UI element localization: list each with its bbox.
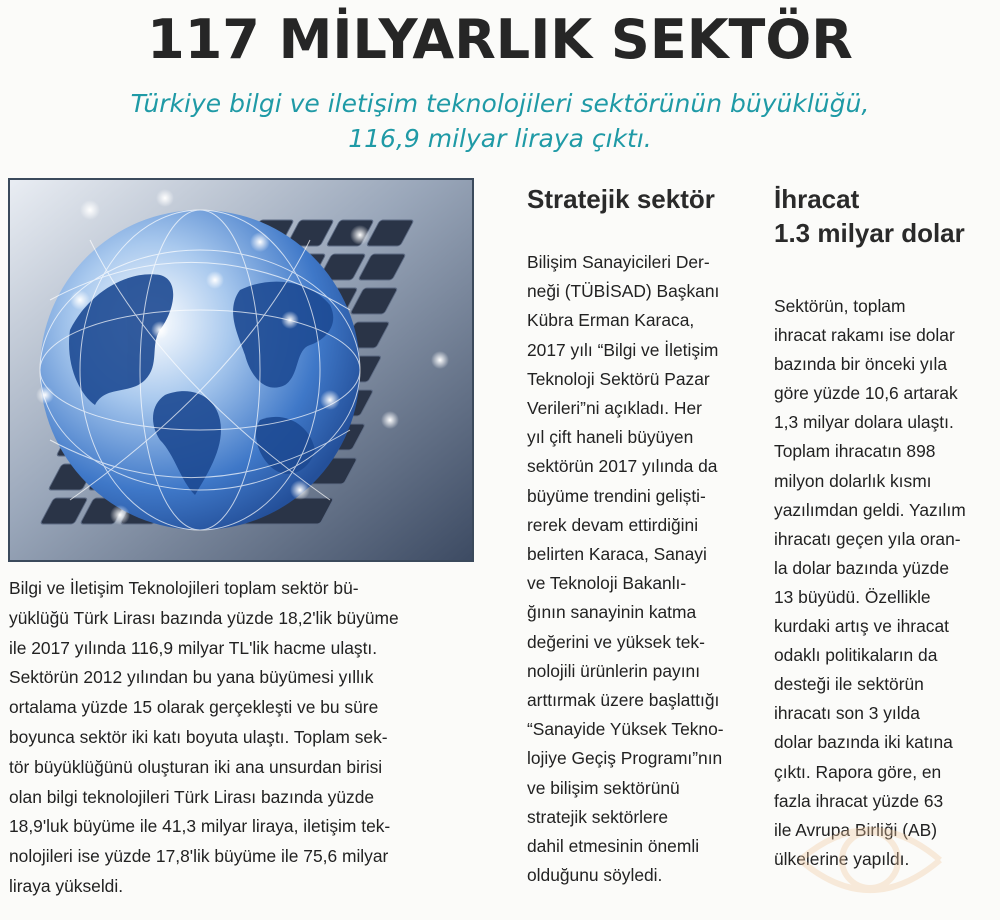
export-column bbox=[774, 292, 996, 874]
text-line: desteği ile sektörün bbox=[774, 674, 924, 695]
text-line: Teknoloji Sektörü Pazar bbox=[527, 368, 710, 389]
text-line: bazında bir önceki yıla bbox=[774, 354, 948, 375]
text-line: ülkelerine yapıldı. bbox=[774, 848, 910, 869]
text-line: Sektörün, toplam bbox=[774, 296, 906, 316]
text-line: belirten Karaca, Sanayi bbox=[527, 544, 707, 565]
text-line: nolojili ürünlerin payını bbox=[527, 660, 701, 681]
text-line: 13 büyüdü. Özellikle bbox=[774, 586, 931, 607]
strategic-sector-column bbox=[527, 248, 757, 890]
text-line: ve bilişim sektörünü bbox=[527, 777, 680, 798]
text-line: olan bilgi teknolojileri Türk Lirası bazında yüzde bbox=[9, 786, 375, 807]
headline: 117 MİLYARLIK SEKTÖR bbox=[147, 8, 853, 71]
text-line: dolar bazında iki katına bbox=[774, 732, 953, 753]
text-line: göre yüzde 10,6 artarak bbox=[774, 383, 958, 404]
text-line: ortalama yüzde 15 olarak gerçekleşti ve bu süre bbox=[9, 697, 379, 718]
text-line: rerek devam ettirdiğini bbox=[527, 514, 699, 535]
text-line: değerini ve yüksek tek- bbox=[527, 631, 705, 652]
subheadline bbox=[60, 86, 940, 156]
subheadline-line: 116,9 milyar liraya çıktı. bbox=[348, 124, 652, 153]
text-line: yazılımdan geldi. Yazılım bbox=[774, 499, 966, 520]
text-line: lojiye Geçiş Programı”nın bbox=[527, 748, 723, 769]
text-line: tör büyüklüğünü oluşturan iki ana unsurdan birisi bbox=[9, 756, 383, 777]
text-line: ihracat rakamı ise dolar bbox=[774, 325, 955, 346]
watermark-icon bbox=[760, 800, 960, 920]
text-line: la dolar bazında yüzde bbox=[774, 557, 949, 578]
text-line: yüklüğü Türk Lirası bazında yüzde 18,2'lik büyüme bbox=[9, 607, 399, 628]
text-line: Bilişim Sanayicileri Der- bbox=[527, 252, 710, 272]
text-line: Verileri”ni açıkladı. Her bbox=[527, 398, 702, 419]
text-line: çıktı. Rapora göre, en bbox=[774, 761, 942, 782]
text-line: Kübra Erman Karaca, bbox=[527, 310, 695, 331]
text-line: ile 2017 yılında 116,9 milyar TL'lik hacme ulaştı. bbox=[9, 637, 378, 658]
text-line: 18,9'luk büyüme ile 41,3 milyar liraya, iletişim tek- bbox=[9, 816, 391, 837]
heading-line: Stratejik sektör bbox=[527, 184, 715, 214]
text-line: büyüme trendini geliști- bbox=[527, 485, 706, 506]
text-line: dahil etmesinin önemli bbox=[527, 836, 700, 857]
text-line: milyon dolarlık kısmı bbox=[774, 470, 932, 491]
text-line: boyunca sektör iki katı boyuta ulaştı. Toplam sek- bbox=[9, 726, 388, 747]
text-line: ve Teknoloji Bakanlı- bbox=[527, 573, 687, 594]
text-line: Sektörün 2012 yılından bu yana büyümesi yıllık bbox=[9, 667, 374, 688]
text-line: Toplam ihracatın 898 bbox=[774, 441, 936, 462]
globe-over-keyboard-icon bbox=[10, 180, 472, 560]
globe-keyboard-photo bbox=[8, 178, 474, 562]
text-line: ile Avrupa Birliği (AB) bbox=[774, 819, 938, 840]
export-heading bbox=[774, 182, 965, 250]
subheadline-line: Türkiye bilgi ve iletişim teknolojileri sektörünün büyüklüğü, bbox=[130, 89, 870, 118]
text-line: 1,3 milyar dolara ulaştı. bbox=[774, 412, 954, 433]
text-line: nolojileri ise yüzde 17,8'lik büyüme ile 75,6 milyar bbox=[9, 846, 389, 867]
text-line: 2017 yılı “Bilgi ve İletişim bbox=[527, 339, 719, 360]
text-line: olduğunu söyledi. bbox=[527, 865, 663, 886]
text-line: stratejik sektörlere bbox=[527, 806, 669, 827]
text-line: yıl çift haneli büyüyen bbox=[527, 427, 694, 448]
text-line: ihracatı geçen yıla oran- bbox=[774, 528, 961, 549]
text-line: arttırmak üzere başlattığı bbox=[527, 690, 720, 711]
heading-line: İhracat bbox=[774, 184, 860, 214]
strategic-sector-heading bbox=[527, 182, 715, 216]
text-line: fazla ihracat yüzde 63 bbox=[774, 790, 944, 811]
heading-line: 1.3 milyar dolar bbox=[774, 218, 965, 248]
text-line: sektörün 2017 yılında da bbox=[527, 456, 718, 477]
text-line: liraya yükseldi. bbox=[9, 875, 124, 896]
text-line: kurdaki artış ve ihracat bbox=[774, 616, 949, 637]
text-line: odaklı politikaların da bbox=[774, 645, 938, 666]
text-line: ihracatı son 3 yılda bbox=[774, 703, 920, 724]
lead-paragraph bbox=[9, 574, 479, 902]
text-line: “Sanayide Yüksek Tekno- bbox=[527, 719, 724, 740]
text-line: neği (TÜBİSAD) Başkanı bbox=[527, 281, 720, 302]
text-line: Bilgi ve İletişim Teknolojileri toplam sektör bü- bbox=[9, 578, 359, 598]
text-line: ğının sanayinin katma bbox=[527, 602, 697, 623]
